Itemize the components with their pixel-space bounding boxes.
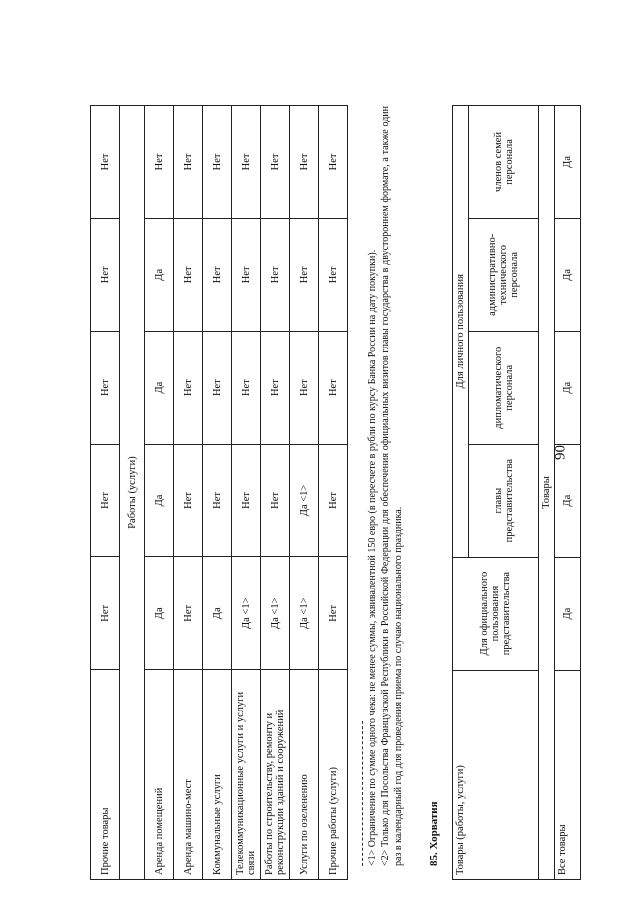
table-row bbox=[145, 106, 174, 880]
footnote-1: <1> Ограничение по сумме одного чека: не менее суммы, эквивалентной 150 евро (в пересчете в рубли по курсу Банка России на дату покупки). bbox=[367, 249, 378, 866]
subheader: административно-технического персонала bbox=[469, 218, 539, 331]
table-cell: Нет bbox=[174, 218, 203, 331]
table-cell: Нет bbox=[319, 557, 348, 670]
table-cell: Нет bbox=[174, 557, 203, 670]
subheader: дипломатического персонала bbox=[469, 331, 539, 444]
section-label: Товары bbox=[539, 106, 555, 880]
croatia-table bbox=[452, 105, 581, 880]
table-row bbox=[555, 106, 581, 880]
table-cell: Нет bbox=[91, 106, 120, 219]
footnote-2: <2> Только для Посольства Французской Республики в Российской Федерации для обеспечения официальных визитов главы государства в двустороннем формате, а также один раз в календарный год для проведения приема по случаю национального праздника. bbox=[380, 106, 404, 866]
table-cell: Да <1> bbox=[290, 444, 319, 557]
section-row bbox=[539, 106, 555, 880]
table-cell: Нет bbox=[319, 218, 348, 331]
table-cell: Да bbox=[555, 557, 581, 670]
personal-use-header: Для личного пользования bbox=[453, 106, 469, 558]
table-cell: Нет bbox=[232, 106, 261, 219]
table-cell: Да <1> bbox=[261, 557, 290, 670]
table-cell: Да bbox=[555, 218, 581, 331]
header-row bbox=[453, 106, 469, 880]
table-cell: Нет bbox=[319, 331, 348, 444]
footnote-separator bbox=[362, 721, 363, 866]
table-cell: Нет bbox=[174, 331, 203, 444]
section-title: 85. Хорватия bbox=[428, 801, 440, 866]
table-cell: Нет bbox=[232, 218, 261, 331]
table-cell: Нет bbox=[91, 557, 120, 670]
table-cell: Да <1> bbox=[290, 557, 319, 670]
table-cell: Нет bbox=[261, 331, 290, 444]
table-cell: Да bbox=[145, 331, 174, 444]
table-cell: Нет bbox=[91, 331, 120, 444]
table-cell: Нет bbox=[203, 444, 232, 557]
table-cell: Нет bbox=[290, 331, 319, 444]
table-cell: Нет bbox=[91, 444, 120, 557]
row-label: Аренда машино-мест bbox=[174, 670, 203, 880]
table-cell: Нет bbox=[174, 106, 203, 219]
table-cell: Да bbox=[555, 444, 581, 557]
row-label: Аренда помещений bbox=[145, 670, 174, 880]
section-label: Работы (услуги) bbox=[120, 106, 145, 880]
section-row bbox=[120, 106, 145, 880]
table-cell: Нет bbox=[145, 106, 174, 219]
table-cell: Нет bbox=[261, 444, 290, 557]
table-cell: Нет bbox=[203, 218, 232, 331]
row-label: Прочие работы (услуги) bbox=[319, 670, 348, 880]
subheader: главы представительства bbox=[469, 444, 539, 557]
table-cell: Нет bbox=[203, 106, 232, 219]
table-cell: Нет bbox=[261, 218, 290, 331]
table-row bbox=[261, 106, 290, 880]
table-row bbox=[91, 106, 120, 880]
table-row bbox=[174, 106, 203, 880]
table-cell: Нет bbox=[174, 444, 203, 557]
table-cell: Нет bbox=[232, 444, 261, 557]
table-cell: Нет bbox=[290, 218, 319, 331]
column-header: Товары (работы, услуги) bbox=[453, 670, 539, 879]
services-table bbox=[90, 105, 348, 880]
row-label: Телекоммуникационные услуги и услуги связи bbox=[232, 670, 261, 880]
table-cell: Да bbox=[145, 557, 174, 670]
table-cell: Нет bbox=[91, 218, 120, 331]
table-row bbox=[203, 106, 232, 880]
table-cell: Нет bbox=[203, 331, 232, 444]
table-cell: Да bbox=[145, 444, 174, 557]
table-cell: Нет bbox=[261, 106, 290, 219]
table-cell: Нет bbox=[290, 106, 319, 219]
subheader: членов семей персонала bbox=[469, 106, 539, 219]
page-number: 90 bbox=[552, 445, 569, 460]
table-cell: Нет bbox=[319, 444, 348, 557]
rotated-page-content bbox=[90, 90, 610, 880]
table-cell: Нет bbox=[232, 331, 261, 444]
official-use-header: Для официального пользования представительства bbox=[453, 557, 539, 670]
table-cell: Да <1> bbox=[232, 557, 261, 670]
row-label: Услуги по озеленению bbox=[290, 670, 319, 880]
table-cell: Да bbox=[203, 557, 232, 670]
row-label: Все товары bbox=[555, 670, 581, 879]
table-cell: Нет bbox=[319, 106, 348, 219]
row-label: Прочие товары bbox=[91, 670, 120, 880]
table-row bbox=[232, 106, 261, 880]
footnotes bbox=[362, 106, 405, 866]
table-cell: Да bbox=[555, 106, 581, 219]
table-cell: Да bbox=[145, 218, 174, 331]
row-label: Работы по строительству, ремонту и реконструкции зданий и сооружений bbox=[261, 670, 290, 880]
table-cell: Да bbox=[555, 331, 581, 444]
table-row bbox=[319, 106, 348, 880]
row-label: Коммунальные услуги bbox=[203, 670, 232, 880]
table-row bbox=[290, 106, 319, 880]
